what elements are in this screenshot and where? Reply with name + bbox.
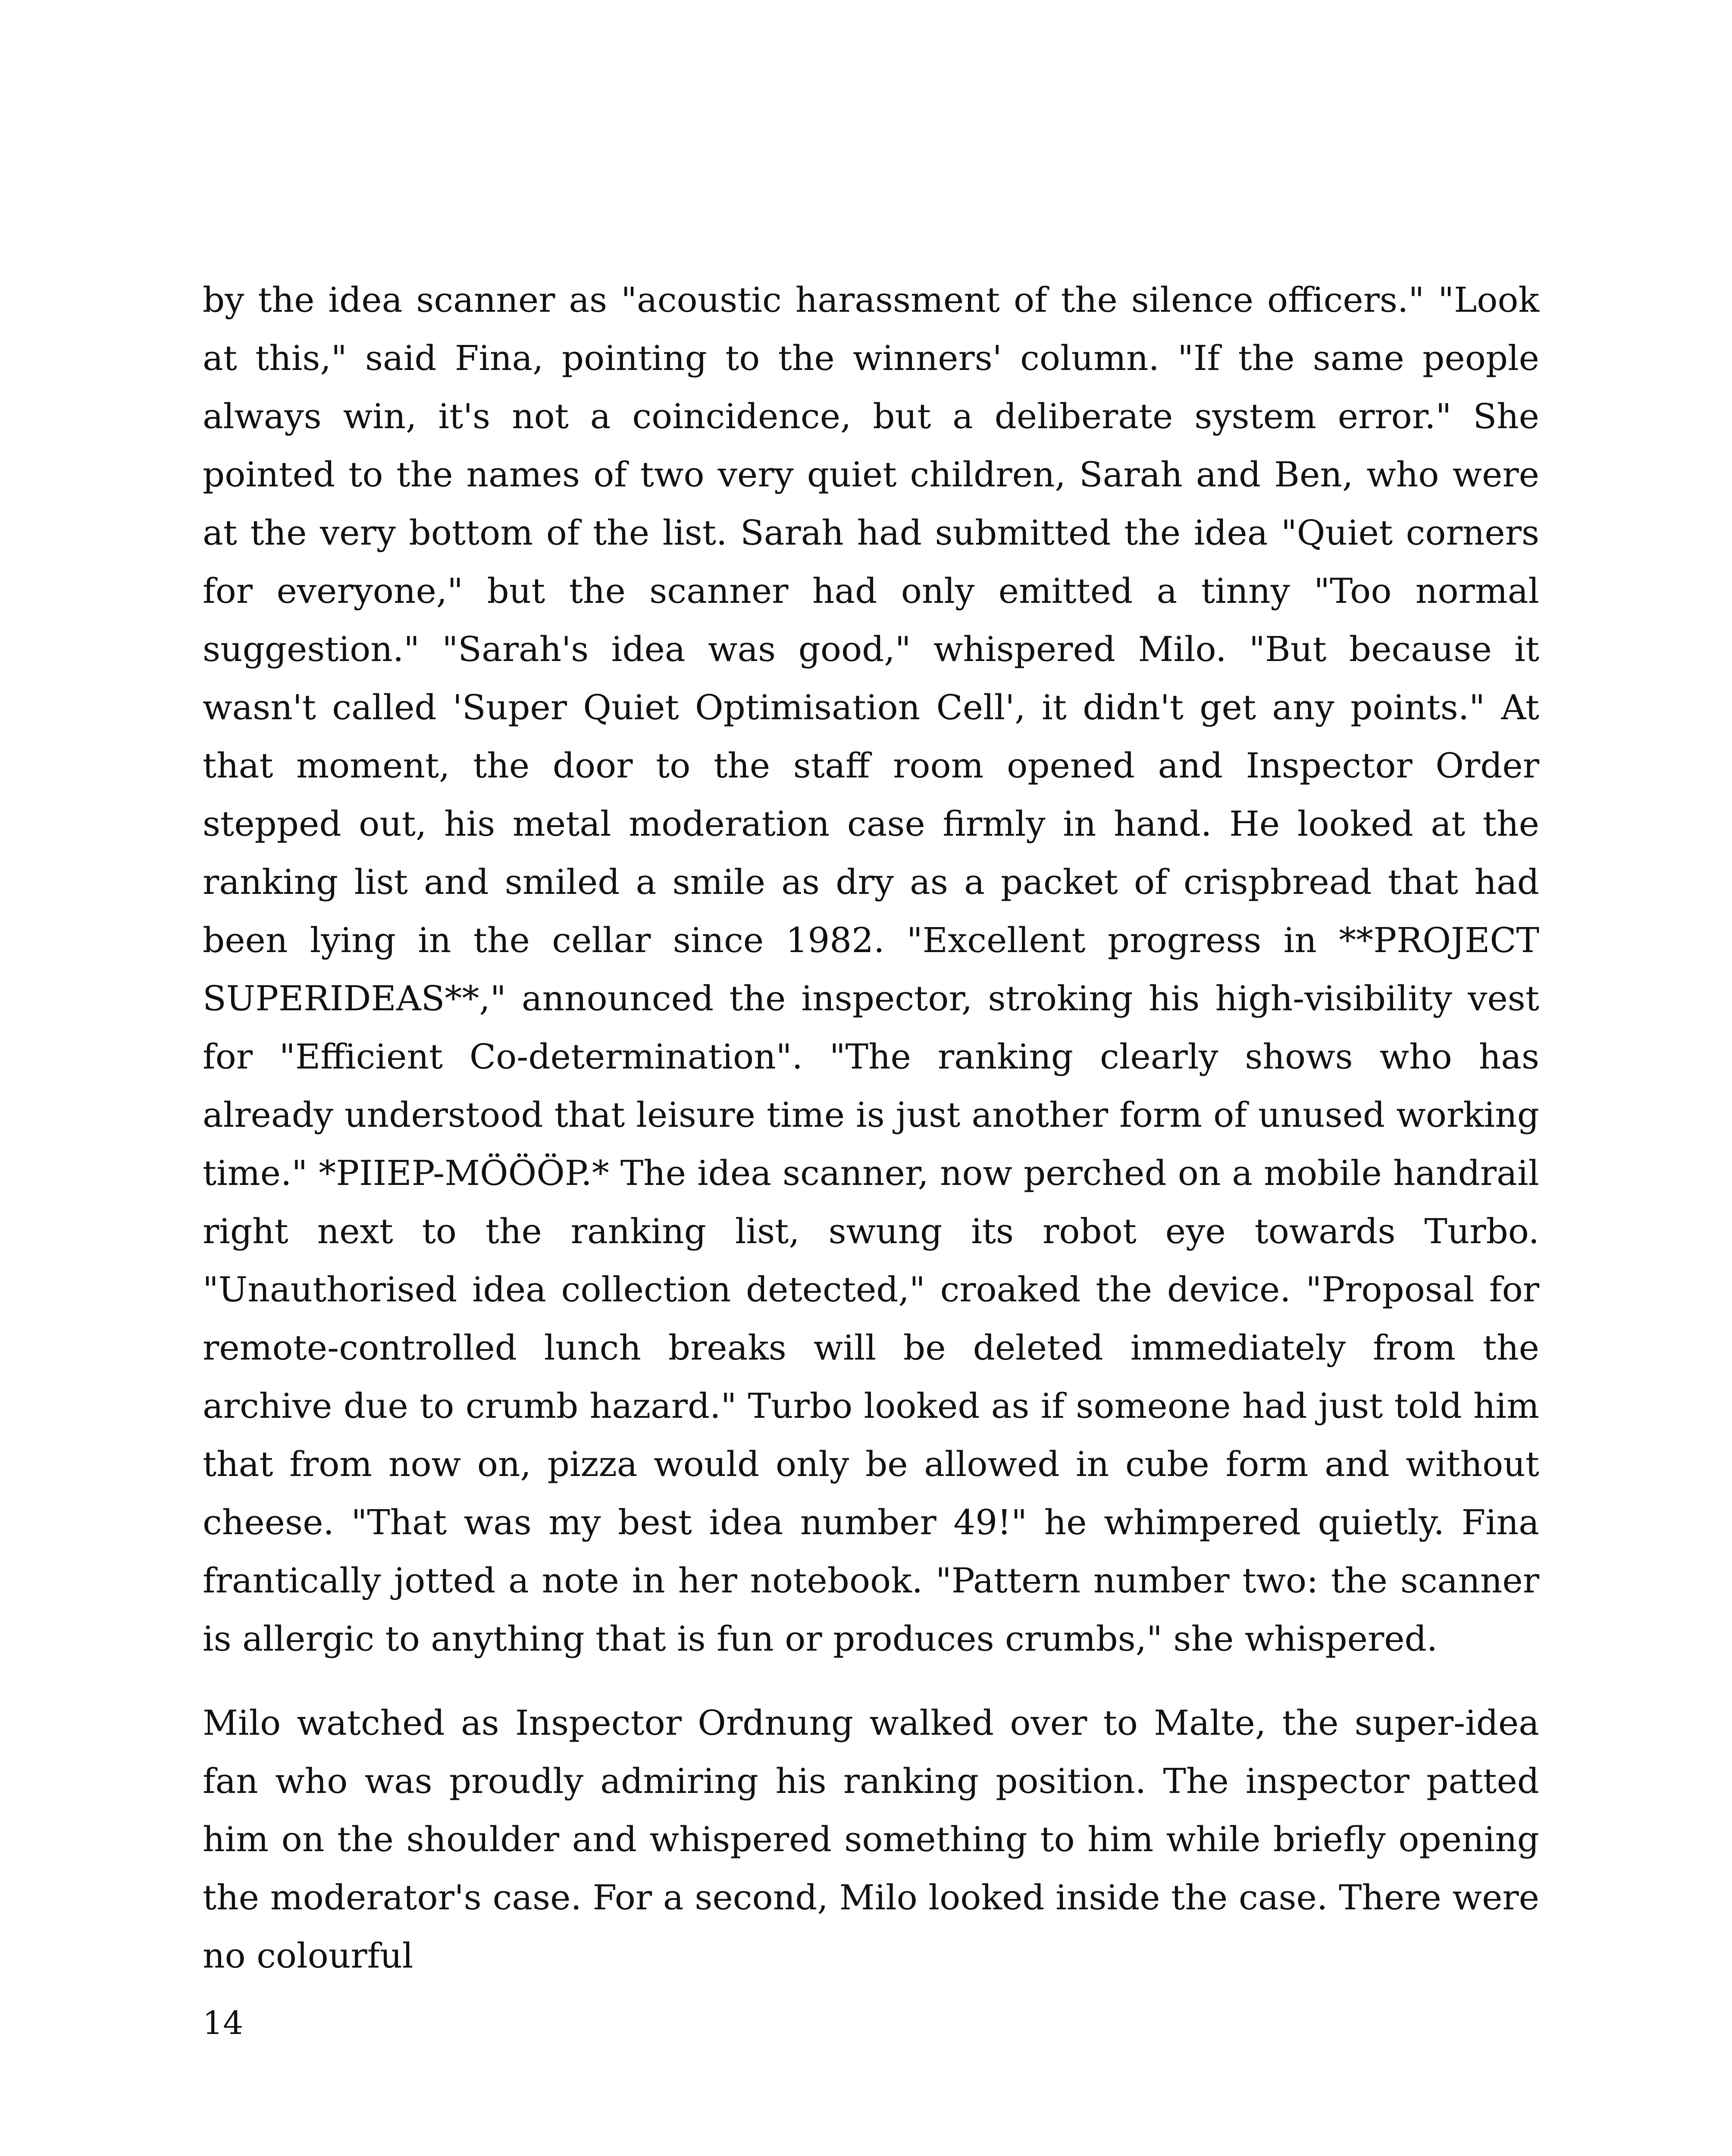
page-number: 14: [203, 2005, 244, 2042]
body-paragraph-2: Milo watched as Inspector Ordnung walked over to Malte, the super-idea fan who was proudly admiring his ranking position. The inspector patted him on the shoulder and whispered something to him while briefly opening the moderator's case. For a second, Milo looked inside the case. There were no colourful: [203, 1703, 1539, 1976]
body-paragraph-1: by the idea scanner as "acoustic harassment of the silence officers." "Look at this," said Fina, pointing to the winners' column. "If the same people always win, it's not a coincidence, but a deliberate system error." She pointed to the names of two very quiet children, Sarah and Ben, who were at the very bottom of the list. Sarah had submitted the idea "Quiet corners for everyone," but the scanner had only emitted a tinny "Too normal suggestion." "Sarah's idea was good," whispered Milo. "But because it wasn't called 'Super Quiet Optimisation Cell', it didn't get any points." At that moment, the door to the staff room opened and Inspector Order stepped out, his metal moderation case firmly in hand. He looked at the ranking list and smiled a smile as dry as a packet of crispbread that had been lying in the cellar since 1982. "Excellent progress in **PROJECT SUPERIDEAS**," announced the inspector, stroking his high-visibility vest for "Efficient Co-determination". "The ranking clearly shows who has already understood that leisure time is just another form of unused working time." *PIIEP-MÖÖÖP.* The idea scanner, now perched on a mobile handrail right next to the ranking list, swung its robot eye towards Turbo. "Unauthorised idea collection detected," croaked the device. "Proposal for remote-controlled lunch breaks will be deleted immediately from the archive due to crumb hazard." Turbo looked as if someone had just told him that from now on, pizza would only be allowed in cube form and without cheese. "That was my best idea number 49!" he whimpered quietly. Fina frantically jotted a note in her notebook. "Pattern number two: the scanner is allergic to anything that is fun or produces crumbs," she whispered.: [203, 280, 1539, 1659]
